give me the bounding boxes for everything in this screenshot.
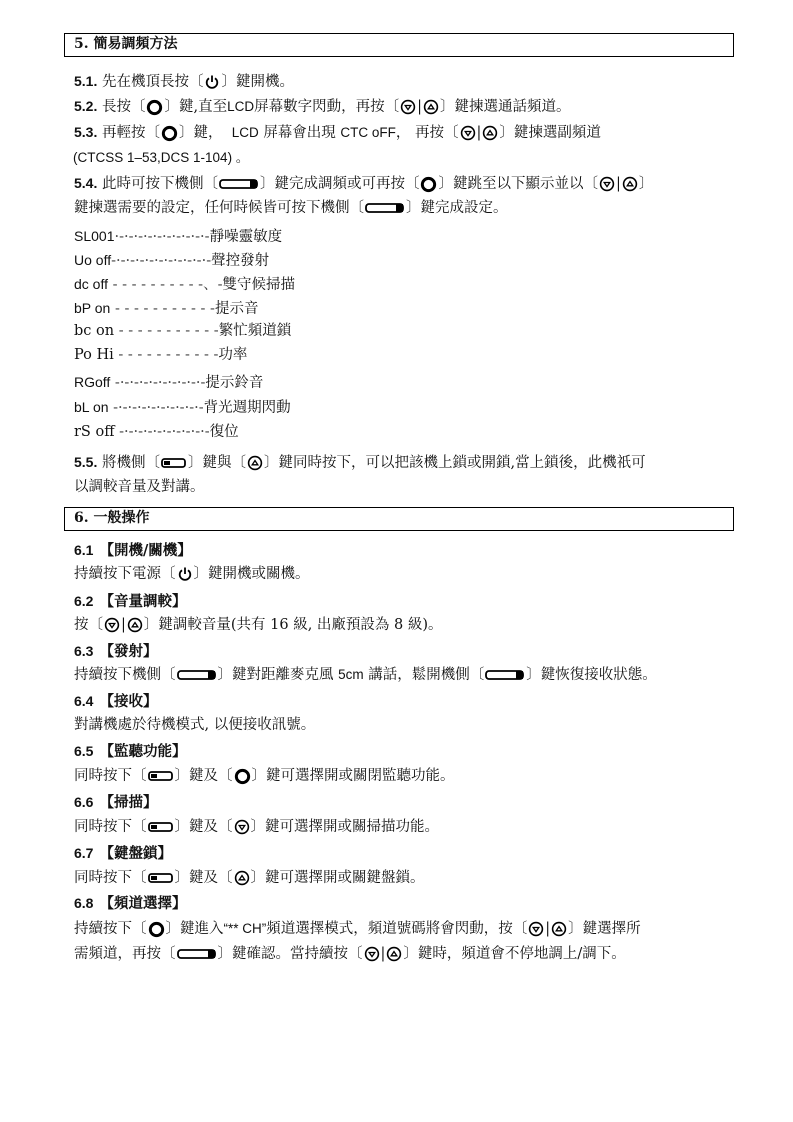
step-number: 5.2. bbox=[74, 98, 98, 114]
setting-code: dc off bbox=[74, 276, 108, 292]
side-function-key-icon bbox=[161, 457, 187, 469]
ring-button-icon bbox=[146, 99, 163, 116]
sub-title: 【發射】 bbox=[99, 643, 158, 660]
para-6-7 bbox=[74, 868, 425, 888]
sub-number: 6.3 bbox=[74, 643, 94, 659]
text: 〕鍵確認。當持續按〔 bbox=[217, 946, 363, 962]
para-6-8: 持續按下〔 〕鍵進入“** CH”頻道選擇模式，頻道號碼將會閃動，按〔 | 〕鍵選擇所 bbox=[74, 921, 641, 937]
text: CTC oFF bbox=[340, 125, 396, 140]
setting-row bbox=[74, 274, 295, 295]
ctcss-range: (CTCSS 1–53,DCS 1-104) 。 bbox=[73, 150, 250, 165]
side-ptt-key-icon bbox=[485, 669, 525, 681]
sub-number: 6.4 bbox=[74, 693, 94, 709]
subheading-6-5 bbox=[74, 741, 186, 762]
step-number: 5.4. bbox=[74, 175, 98, 191]
leader: -·-·-·-·-·-·-·-·-·- bbox=[110, 375, 206, 391]
text: 長按〔 bbox=[101, 99, 146, 115]
up-arrow-icon bbox=[127, 617, 143, 633]
down-arrow-icon bbox=[460, 125, 476, 141]
para-6-8-cont: 需頻道，再按〔 〕鍵確認。當持續按〔 | 〕鍵時，頻道會不停地調上/調下。 bbox=[74, 946, 626, 962]
down-arrow-icon bbox=[104, 617, 120, 633]
sub-number: 6.6 bbox=[74, 794, 94, 810]
sub-number: 6.8 bbox=[74, 895, 94, 911]
subheading-6-7 bbox=[74, 843, 172, 864]
text: 〕鍵恢復接收狀態。 bbox=[526, 667, 657, 683]
setting-code: RGoff bbox=[74, 374, 111, 390]
text: 〕鍵完成調頻或可再按〔 bbox=[259, 176, 420, 192]
leader: - - - - - - - - - - - bbox=[114, 323, 219, 339]
subheading-6-1 bbox=[74, 540, 192, 561]
section-6-header bbox=[64, 507, 734, 531]
side-ptt-key-icon bbox=[365, 202, 405, 214]
up-arrow-icon bbox=[247, 455, 263, 471]
side-ptt-key-icon bbox=[219, 178, 259, 190]
text: 〕鍵對距離麥克風 bbox=[217, 667, 334, 683]
text: LCD bbox=[231, 125, 259, 140]
down-arrow-icon bbox=[400, 99, 416, 115]
setting-label: 提示鈴音 bbox=[205, 375, 264, 391]
setting-code: bL on bbox=[74, 399, 109, 415]
setting-code: SL001 bbox=[74, 228, 115, 244]
side-ptt-key-icon bbox=[177, 948, 217, 960]
ring-button-icon bbox=[148, 921, 165, 938]
text: 〕鍵同時按下，可以把該機上鎖或開鎖,當上鎖後，此機祇可 bbox=[263, 455, 646, 471]
power-icon bbox=[177, 566, 193, 582]
side-function-key-icon bbox=[148, 821, 174, 833]
step-5-5-cont: 以調較音量及對講。 bbox=[74, 479, 205, 495]
text: 〕鍵跳至以下顯示並以〔 bbox=[438, 176, 598, 192]
text: 〕 bbox=[638, 176, 654, 192]
step-5-4-cont bbox=[74, 198, 508, 218]
text: 5cm bbox=[338, 667, 364, 682]
setting-label: 聲控發射 bbox=[211, 253, 270, 269]
text: 〕鍵可選擇開或關鍵盤鎖。 bbox=[250, 870, 425, 886]
setting-row bbox=[74, 321, 291, 341]
text: 持續按下機側〔 bbox=[74, 667, 176, 683]
text: 〕鍵開機或關機。 bbox=[193, 566, 310, 582]
text: 〕鍵可選擇開或關掃描功能。 bbox=[250, 819, 439, 835]
text: 〕鍵揀選通話頻道。 bbox=[439, 99, 571, 115]
step-5-2: 5.2. 長按〔 〕鍵,直至LCD屏幕數字閃動，再按〔 | 〕鍵揀選通話頻道。 bbox=[74, 98, 571, 115]
side-function-key-icon bbox=[148, 872, 174, 884]
text: 〕鍵,直至 bbox=[164, 99, 228, 115]
text: 16 bbox=[270, 617, 289, 633]
ring-button-icon bbox=[420, 176, 437, 193]
para-6-2: 按〔 | 〕鍵調較音量(共有 16 級, 出廠預設為 8 級)。 bbox=[74, 617, 443, 633]
para-6-5 bbox=[74, 766, 455, 786]
leader: -·-·-·-·-·-·-·-·-·-·- bbox=[111, 253, 212, 269]
sub-title: 【監聽功能】 bbox=[99, 743, 187, 760]
text: 此時可按下機側〔 bbox=[101, 176, 218, 192]
down-arrow-icon bbox=[528, 921, 544, 937]
setting-code: bP on bbox=[74, 300, 111, 316]
setting-row bbox=[74, 298, 258, 319]
side-ptt-key-icon bbox=[177, 669, 217, 681]
leader: - - - - - - - - - - - bbox=[110, 301, 215, 317]
down-arrow-icon bbox=[599, 176, 615, 192]
ring-button-icon bbox=[161, 125, 178, 142]
up-arrow-icon bbox=[622, 176, 638, 192]
text: 將機側〔 bbox=[101, 455, 160, 471]
text: 同時按下〔 bbox=[74, 870, 147, 886]
setting-label: 功率 bbox=[218, 347, 248, 363]
sub-number: 6.5 bbox=[74, 743, 94, 759]
text: 再輕按〔 bbox=[101, 125, 160, 141]
text: 級, 出廠預設為 bbox=[293, 617, 390, 633]
text: 8 bbox=[394, 617, 404, 633]
leader: -·-·-·-·-·-·-·-·-·- bbox=[108, 400, 204, 416]
step-5-5 bbox=[74, 452, 646, 473]
setting-row bbox=[74, 372, 263, 393]
text: 屏幕數字閃動，再按〔 bbox=[254, 99, 400, 115]
setting-code: rS off bbox=[74, 424, 115, 440]
section-5-header bbox=[64, 33, 734, 57]
subheading-6-3 bbox=[74, 641, 157, 662]
step-5-3: 5.3. 再輕按〔 〕鍵， LCD 屏幕會出現 CTC oFF， 再按〔 | 〕鍵揀選副頻道 bbox=[74, 124, 601, 141]
text: 講話，鬆開機側〔 bbox=[368, 667, 485, 683]
text: 〕鍵可選擇開或關閉監聽功能。 bbox=[251, 768, 455, 784]
sub-title: 【掃描】 bbox=[99, 794, 158, 811]
side-function-key-icon bbox=[148, 770, 174, 782]
leader: ·-·-·-·-·-·-·-·-·-·- bbox=[114, 229, 210, 245]
text: 持續按下〔 bbox=[74, 921, 147, 937]
step-number: 5.1. bbox=[74, 73, 98, 89]
text: 〕鍵選擇所 bbox=[568, 921, 641, 937]
sub-number: 6.2 bbox=[74, 593, 94, 609]
setting-label: 繁忙頻道鎖 bbox=[218, 323, 292, 339]
ring-button-icon bbox=[234, 768, 251, 785]
sub-number: 6.1 bbox=[74, 542, 94, 558]
setting-row bbox=[74, 422, 239, 442]
text: 級)。 bbox=[407, 617, 443, 633]
text: “** CH” bbox=[223, 921, 267, 936]
text: 〕鍵， bbox=[178, 125, 223, 141]
text: 〕鍵時，頻道會不停地調上/調下。 bbox=[403, 946, 626, 962]
up-arrow-icon bbox=[551, 921, 567, 937]
up-arrow-icon bbox=[386, 946, 402, 962]
text: ， 再按〔 bbox=[395, 125, 459, 141]
sub-title: 【音量調較】 bbox=[99, 593, 187, 610]
down-arrow-icon bbox=[364, 946, 380, 962]
sub-title: 【開機/關機】 bbox=[99, 542, 192, 559]
text: 先在機頂長按〔 bbox=[101, 74, 204, 90]
text: 〕鍵調較音量(共有 bbox=[143, 617, 266, 633]
subheading-6-6 bbox=[74, 792, 157, 813]
setting-code: Uo off bbox=[74, 252, 112, 268]
para-6-6 bbox=[74, 817, 439, 837]
setting-code: Po Hi bbox=[74, 347, 114, 363]
down-arrow-icon bbox=[234, 819, 250, 835]
para-6-1 bbox=[74, 564, 310, 584]
setting-label: 復位 bbox=[209, 424, 239, 440]
text: 〕鍵及〔 bbox=[174, 819, 233, 835]
text: 〕鍵進入 bbox=[165, 921, 224, 937]
setting-label: 背光週期閃動 bbox=[203, 400, 291, 416]
text: 持續按下電源〔 bbox=[74, 566, 176, 582]
up-arrow-icon bbox=[423, 99, 439, 115]
subheading-6-2 bbox=[74, 591, 186, 612]
text: 需頻道，再按〔 bbox=[74, 946, 176, 962]
text: 〕鍵完成設定。 bbox=[406, 200, 508, 216]
step-5-1 bbox=[74, 71, 294, 92]
subheading-6-4 bbox=[74, 691, 157, 712]
text: 屏幕會出現 bbox=[263, 125, 336, 141]
text: LCD bbox=[227, 99, 255, 114]
up-arrow-icon bbox=[482, 125, 498, 141]
section-6-title: 6. 一般操作 bbox=[74, 510, 150, 526]
setting-row bbox=[74, 226, 282, 247]
sub-title: 【接收】 bbox=[99, 693, 158, 710]
power-icon bbox=[204, 74, 220, 90]
setting-label: 提示音 bbox=[214, 301, 259, 317]
setting-label: 靜噪靈敏度 bbox=[209, 229, 283, 245]
text: 〕鍵揀選副頻道 bbox=[499, 125, 601, 141]
sub-title: 【鍵盤鎖】 bbox=[99, 845, 172, 862]
text: 〕鍵及〔 bbox=[174, 870, 233, 886]
text: 同時按下〔 bbox=[74, 819, 147, 835]
text: 同時按下〔 bbox=[74, 768, 147, 784]
para-6-3 bbox=[74, 665, 657, 685]
setting-row bbox=[74, 250, 269, 271]
setting-row bbox=[74, 397, 291, 418]
text: 〕鍵及〔 bbox=[174, 768, 233, 784]
leader: - - - - - - - - - -、- bbox=[108, 277, 223, 293]
setting-code: bc on bbox=[74, 323, 115, 339]
setting-label: 雙守候掃描 bbox=[222, 277, 295, 293]
step-number: 5.3. bbox=[74, 124, 98, 140]
text: 鍵揀選需要的設定，任何時候皆可按下機側〔 bbox=[74, 200, 364, 216]
step-5-4: 5.4. 此時可按下機側〔 〕鍵完成調頻或可再按〔 〕鍵跳至以下顯示並以〔 | 〕 bbox=[74, 175, 654, 192]
section-5-title: 5. 簡易調頻方法 bbox=[74, 36, 178, 52]
setting-row bbox=[74, 345, 247, 365]
sub-title: 【頻道選擇】 bbox=[99, 895, 187, 912]
text: 〕鍵開機。 bbox=[221, 74, 294, 90]
text: 〕鍵與〔 bbox=[187, 455, 246, 471]
up-arrow-icon bbox=[234, 870, 250, 886]
leader: - - - - - - - - - - - bbox=[113, 347, 219, 363]
text: 按〔 bbox=[74, 617, 103, 633]
subheading-6-8 bbox=[74, 893, 186, 914]
text: 頻道選擇模式，頻道號碼將會閃動，按〔 bbox=[266, 921, 528, 937]
para-6-4: 對講機處於待機模式, 以便接收訊號。 bbox=[74, 717, 316, 733]
leader: -·-·-·-·-·-·-·-·-·- bbox=[114, 424, 210, 440]
step-number: 5.5. bbox=[74, 454, 98, 470]
sub-number: 6.7 bbox=[74, 845, 94, 861]
